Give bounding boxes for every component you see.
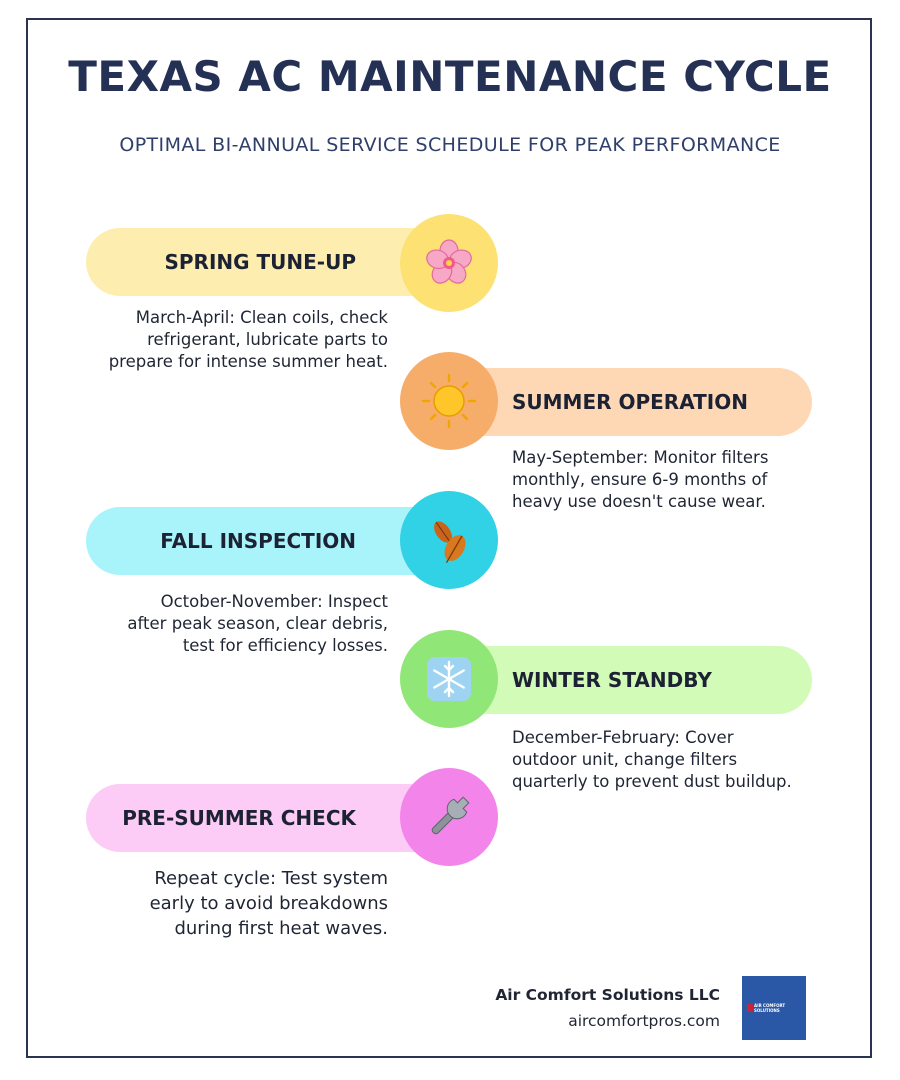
step-label-fall: FALL INSPECTION — [160, 529, 356, 553]
step-desc-presummer — [86, 866, 388, 941]
step-circle-winter — [400, 630, 498, 728]
step-label-spring: SPRING TUNE-UP — [164, 250, 356, 274]
desc-line: December-February: Cover — [512, 728, 734, 747]
desc-line: quarterly to prevent dust buildup. — [512, 772, 792, 791]
company-url[interactable]: aircomfortpros.com — [568, 1012, 720, 1030]
step-circle-fall — [400, 491, 498, 589]
desc-line: during first heat waves. — [174, 918, 388, 939]
step-circle-summer — [400, 352, 498, 450]
step-circle-presummer — [400, 768, 498, 866]
desc-line: October-November: Inspect — [160, 592, 388, 611]
desc-line: test for efficiency losses. — [182, 636, 388, 655]
desc-line: Repeat cycle: Test system — [154, 868, 388, 889]
desc-line: monthly, ensure 6-9 months of — [512, 470, 768, 489]
desc-line: May-September: Monitor filters — [512, 448, 769, 467]
desc-line: heavy use doesn't cause wear. — [512, 492, 766, 511]
step-label-summer: SUMMER OPERATION — [512, 390, 748, 414]
desc-line: after peak season, clear debris, — [127, 614, 388, 633]
wrench-icon — [421, 789, 477, 845]
desc-line: early to avoid breakdowns — [149, 893, 388, 914]
snowflake-icon — [421, 651, 477, 707]
step-desc-fall — [86, 591, 388, 657]
step-desc-summer — [512, 447, 812, 513]
desc-line: March-April: Clean coils, check — [135, 308, 388, 327]
desc-line: prepare for intense summer heat. — [108, 352, 388, 371]
step-label-winter: WINTER STANDBY — [512, 668, 712, 692]
sun-icon — [421, 373, 477, 429]
page-subtitle: OPTIMAL BI-ANNUAL SERVICE SCHEDULE FOR PEAK PERFORMANCE — [119, 134, 781, 156]
cherry-blossom-icon — [421, 235, 477, 291]
desc-line: refrigerant, lubricate parts to — [147, 330, 388, 349]
logo-mark — [747, 1004, 753, 1012]
page-title: TEXAS AC MAINTENANCE CYCLE — [68, 52, 832, 101]
company-logo — [742, 976, 806, 1040]
step-desc-winter — [512, 727, 812, 793]
step-desc-spring — [86, 307, 388, 373]
step-circle-spring — [400, 214, 498, 312]
logo-text: AIR COMFORT SOLUTIONS — [754, 1003, 786, 1013]
step-label-presummer: PRE-SUMMER CHECK — [122, 806, 356, 830]
fallen-leaves-icon — [421, 512, 477, 568]
desc-line: outdoor unit, change filters — [512, 750, 738, 769]
company-name: Air Comfort Solutions LLC — [495, 986, 720, 1004]
